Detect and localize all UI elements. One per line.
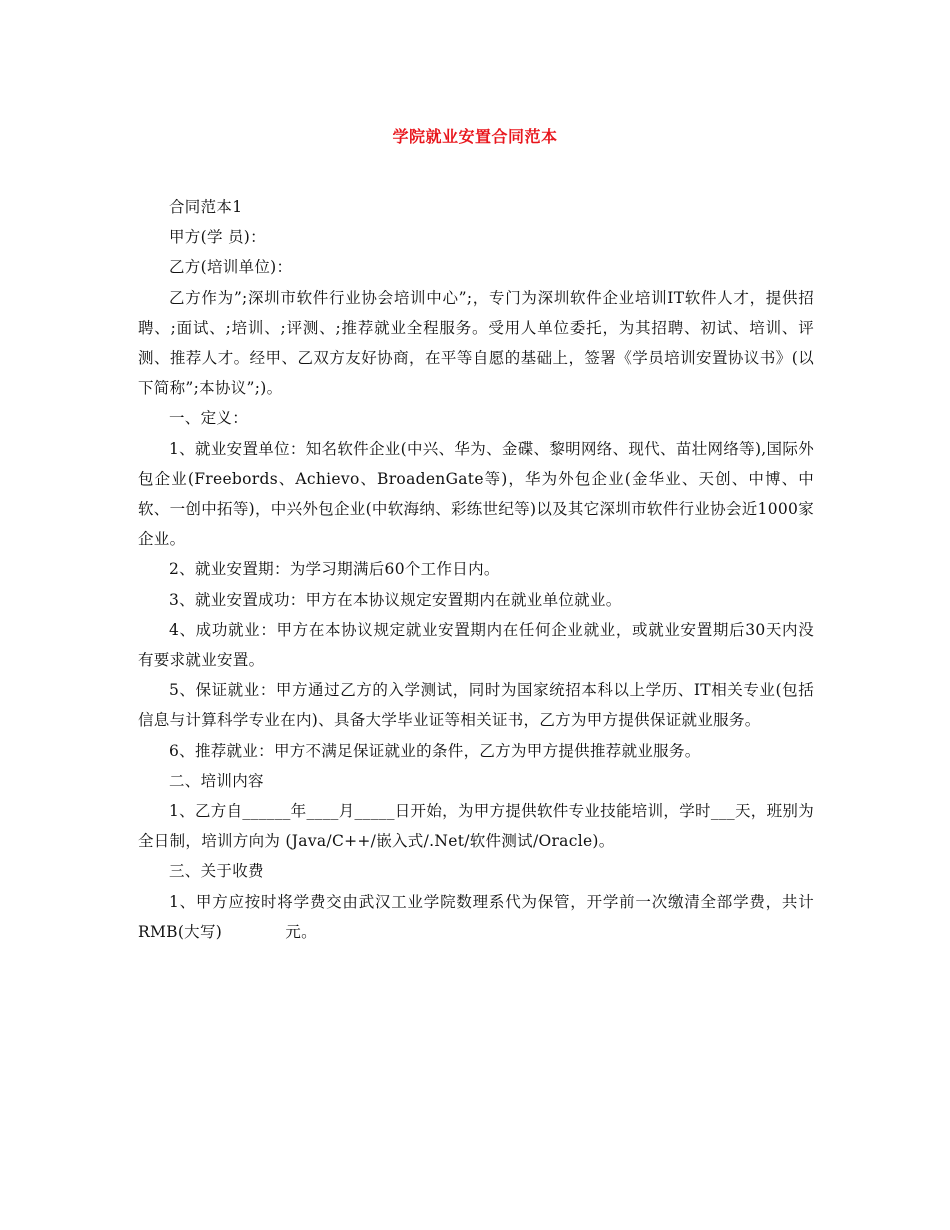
paragraph-preamble: 乙方作为”;深圳市软件行业协会培训中心”;，专门为深圳软件企业培训IT软件人才，提供招聘、;面试、;培训、;评测、;推荐就业全程服务。受用人单位委托，为其招聘、初试、培训、评测、推荐人才。经甲、乙双方友好协商，在平等自愿的基础上，签署《学员培训安置协议书》(以下简称”;本协议”;)。	[138, 288, 814, 398]
paragraph-definition-2: 2、就业安置期：为学习期满后60个工作日内。	[169, 560, 500, 579]
paragraph-definition-1: 1、就业安置单位：知名软件企业(中兴、华为、金碟、黎明网络、现代、苗壮网络等),国际外包企业(Freebords、Achievo、BroadenGate等)，华为外包企业(金华业、天创、中博、中软、一创中拓等)，中兴外包企业(中软海纳、彩练世纪等)以及其它深圳市软件行业协会近1000家企业。	[138, 439, 814, 549]
paragraph-definition-4: 4、成功就业：甲方在本协议规定就业安置期内在任何企业就业，或就业安置期后30天内没有要求就业安置。	[138, 620, 814, 670]
paragraph-contract-sample-heading: 合同范本1	[169, 198, 243, 216]
paragraph-training-1: 1、乙方自______年____月_____日开始，为甲方提供软件专业技能培训，学时___天，班别为全日制，培训方向为 (Java/C++/嵌入式/.Net/软件测试/Oracle)。	[138, 802, 814, 851]
document-title: 学院就业安置合同范本	[392, 127, 558, 146]
paragraph-party-b: 乙方(培训单位)：	[169, 258, 293, 277]
paragraph-definition-3: 3、就业安置成功：甲方在本协议规定安置期内在就业单位就业。	[169, 590, 622, 609]
section-heading-definitions: 一、定义：	[169, 409, 249, 428]
paragraph-definition-5: 5、保证就业：甲方通过乙方的入学测试，同时为国家统招本科以上学历、IT相关专业(包括信息与计算科学专业在内)、具备大学毕业证等相关证书，乙方为甲方提供保证就业服务。	[138, 681, 814, 730]
paragraph-party-a: 甲方(学 员)：	[169, 228, 266, 247]
document-body	[138, 192, 814, 947]
section-heading-fees: 三、关于收费	[169, 862, 264, 881]
section-heading-training: 二、培训内容	[169, 771, 264, 790]
paragraph-fees-1: 1、甲方应按时将学费交由武汉工业学院数理系代为保管，开学前一次缴清全部学费，共计RMB(大写) 元。	[138, 892, 814, 941]
paragraph-definition-6: 6、推荐就业：甲方不满足保证就业的条件，乙方为甲方提供推荐就业服务。	[169, 741, 701, 760]
